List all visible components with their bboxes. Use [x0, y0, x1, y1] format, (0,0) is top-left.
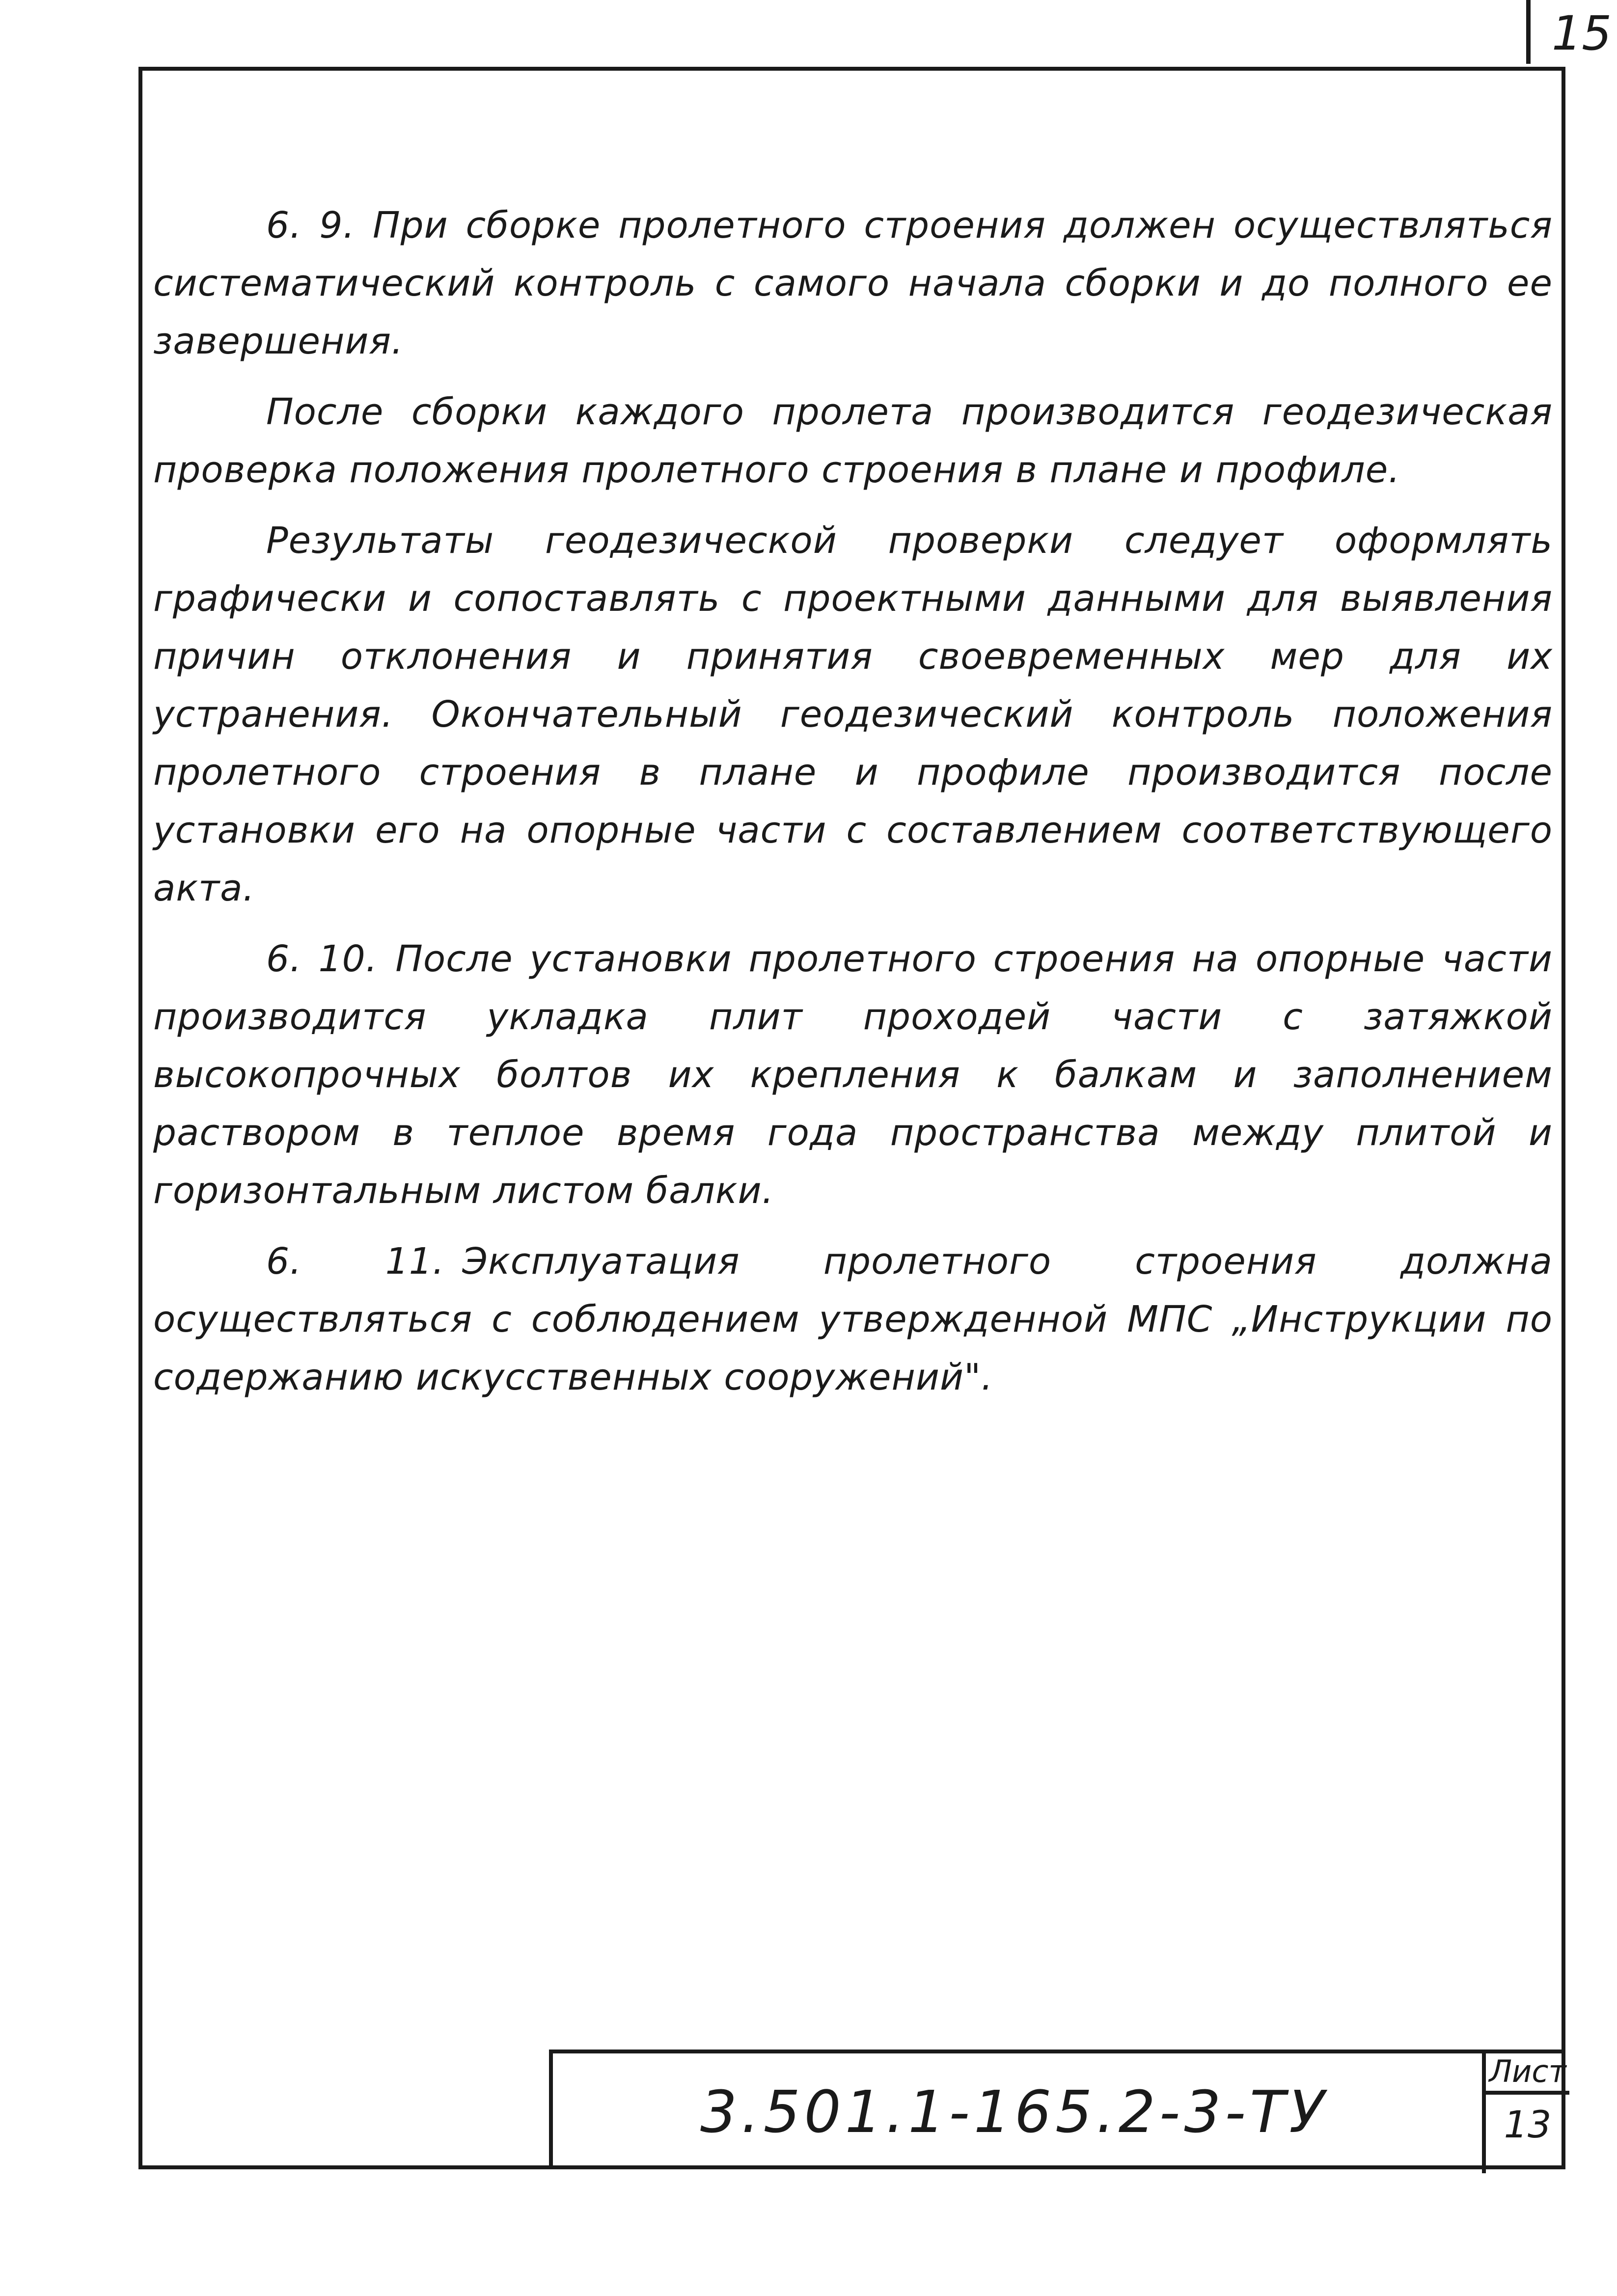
sheet-label: Лист	[1486, 2050, 1569, 2095]
paragraph-survey-check	[153, 383, 1553, 499]
document-code: 3.501.1-165.2-3-ТУ	[700, 2078, 1329, 2146]
paragraph-text: После сборки каждого пролета производится геодезическая проверка положения пролетного строения в плане и профиле.	[153, 391, 1553, 491]
sheet-cell	[1482, 2050, 1569, 2173]
sheet-number: 13	[1504, 2103, 1552, 2146]
title-block	[549, 2050, 1565, 2169]
clause-number: 6. 11.	[266, 1240, 445, 1283]
paragraph-text: При сборке пролетного строения должен осуществляться систематический контроль с самого начала сборки и до полного ее завершения.	[153, 204, 1553, 362]
clause-number: 6. 10.	[266, 938, 378, 980]
paragraph-text: После установки пролетного строения на опорные части производится укладка плит проходей части с затяжкой высокопрочных болтов их крепления к балкам и заполнением раствором в теплое время года пространства между плитой и горизонтальным листом балки.	[153, 938, 1553, 1212]
paragraph-survey-results	[153, 512, 1553, 917]
paragraph-6-10	[153, 930, 1553, 1220]
page-number-divider	[1526, 0, 1531, 64]
paragraph-text: Результаты геодезической проверки следует оформлять графически и сопоставлять с проектными данными для выявления причин отклонения и принятия своевременных мер для их устранения. Окончательный геодезический контроль положения пролетного строения в плане и профиле производится после установки его на опорные части с составлением соответствующего акта.	[153, 519, 1553, 909]
paragraph-text: Эксплуатация пролетного строения должна осуществляться с соблюдением утвержденной МПС „Инструкции по содержанию искусственных сооружений".	[153, 1240, 1553, 1398]
document-body	[153, 196, 1553, 1419]
paragraph-6-9	[153, 196, 1553, 370]
page-number: 15	[1552, 6, 1612, 61]
clause-number: 6. 9.	[266, 204, 356, 246]
paragraph-6-11	[153, 1232, 1553, 1406]
